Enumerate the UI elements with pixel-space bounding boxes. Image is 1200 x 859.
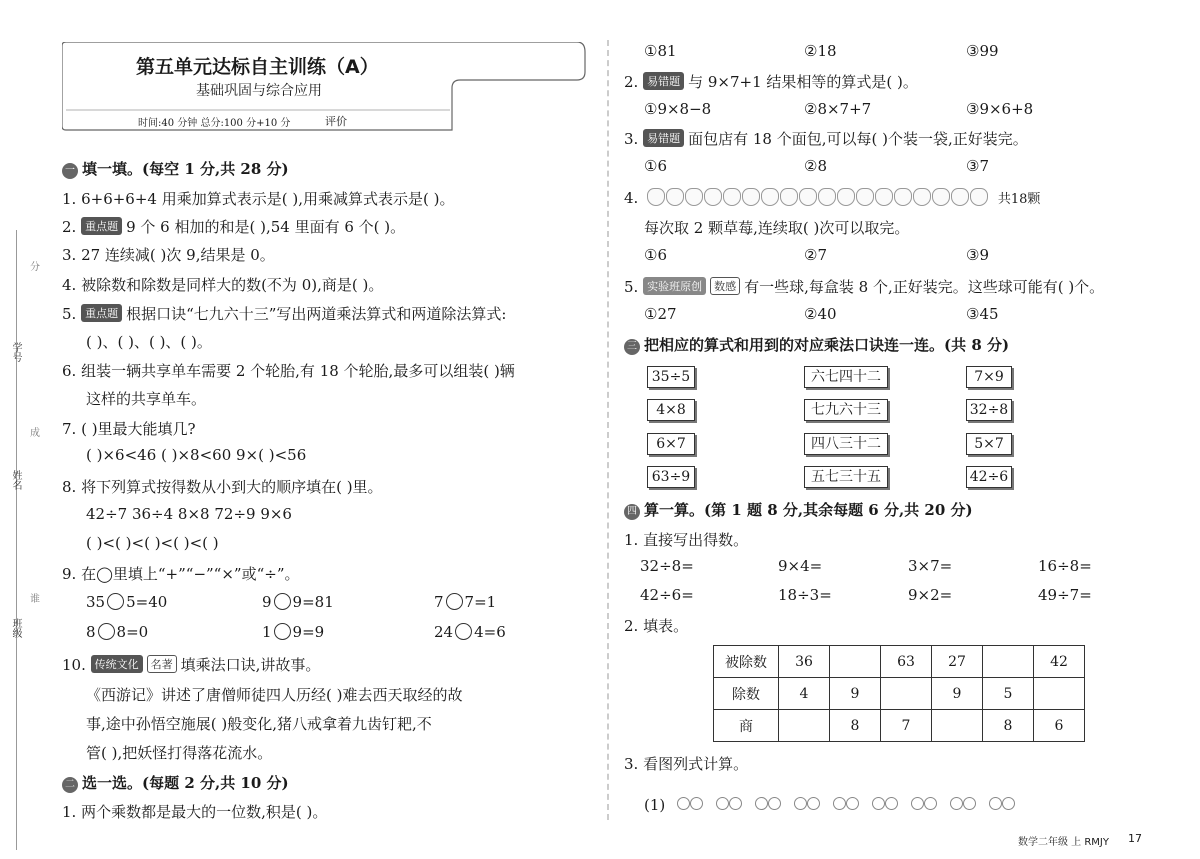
strawberry-icon <box>932 188 950 206</box>
calc-2-3: 9×2= <box>908 586 953 604</box>
s1-q9-item5: 1 9=9 <box>262 623 325 641</box>
table-cell[interactable] <box>881 678 932 710</box>
tag-number-sense: 数感 <box>710 277 740 295</box>
s1-q6-cont: 这样的共享单车。 <box>86 390 207 408</box>
s1-q5 <box>62 303 507 324</box>
page-number: 17 <box>1128 832 1142 845</box>
s1-q10-line1: 《西游记》讲述了唐僧师徒四人历经( )难去西天取经的故 <box>86 686 463 704</box>
s4-q3: 3. 看图列式计算。 <box>624 755 749 773</box>
match-middle-1[interactable]: 六七四十二 <box>804 366 888 388</box>
match-middle-4[interactable]: 五七三十五 <box>804 466 888 488</box>
table-cell[interactable] <box>779 710 830 742</box>
strawberry-icon <box>818 188 836 206</box>
table-cell: 27 <box>932 646 983 678</box>
s1-q9-item3: 7 7=1 <box>434 593 497 611</box>
cherry-icon <box>752 782 784 810</box>
match-middle-3[interactable]: 四八三十二 <box>804 433 888 455</box>
s1-q9: 9. 在◯里填上“+”“−”“×”或“÷”。 <box>62 565 300 583</box>
table-cell: 4 <box>779 678 830 710</box>
fill-table <box>713 645 1085 742</box>
side-label-3: 成 <box>30 428 40 439</box>
calc-2-1: 42÷6= <box>640 586 694 604</box>
table-cell: 63 <box>881 646 932 678</box>
s1-q10 <box>62 654 320 675</box>
s2-q4-opt2[interactable]: ②7 <box>804 246 827 264</box>
operator-circle[interactable] <box>98 623 115 640</box>
calc-1-3: 3×7= <box>908 557 953 575</box>
s1-q9-item4: 8 8=0 <box>86 623 149 641</box>
table-cell[interactable] <box>1034 678 1085 710</box>
calc-2-2: 18÷3= <box>778 586 832 604</box>
s1-q9-item6: 24 4=6 <box>434 623 506 641</box>
tag-famous-book: 名著 <box>147 655 177 673</box>
s1-q8-exprs: 42÷7 36÷4 8×8 72÷9 9×6 <box>86 505 292 523</box>
tag-key-question-2: 重点题 <box>81 304 122 322</box>
header-score-label: 评价 <box>325 115 347 128</box>
calc-1-1: 32÷8= <box>640 557 694 575</box>
s1-q2 <box>62 216 405 237</box>
operator-circle[interactable] <box>274 593 291 610</box>
strawberry-icon <box>761 188 779 206</box>
cherry-icon <box>947 782 979 810</box>
strawberry-icon <box>894 188 912 206</box>
match-right-4[interactable]: 42÷6 <box>966 466 1012 488</box>
s4-q1: 1. 直接写出得数。 <box>624 531 749 549</box>
match-left-4[interactable]: 63÷9 <box>647 466 695 488</box>
operator-circle[interactable] <box>107 593 124 610</box>
strawberry-icon <box>970 188 988 206</box>
section4-heading <box>624 499 973 520</box>
s2-q2-opt2[interactable]: ②8×7+7 <box>804 100 872 118</box>
table-cell[interactable] <box>983 646 1034 678</box>
match-right-2[interactable]: 32÷8 <box>966 399 1012 421</box>
s1-q8-blanks: ( )<( )<( )<( )<( ) <box>86 534 219 552</box>
s2-q4-opt1[interactable]: ①6 <box>644 246 667 264</box>
side-label-name: 姓名 <box>10 470 21 490</box>
section3-badge: 三 <box>624 339 640 355</box>
table-cell: 9 <box>932 678 983 710</box>
s1-q9-item2: 9 9=81 <box>262 593 334 611</box>
strawberry-icon <box>799 188 817 206</box>
s1-q1: 1. 6+6+6+4 用乘加算式表示是( ),用乘减算式表示是( )。 <box>62 190 455 208</box>
section1-heading <box>62 158 289 179</box>
section1-title: 填一填。(每空 1 分,共 28 分) <box>82 160 289 178</box>
strawberry-icon <box>837 188 855 206</box>
s2-q3-opt3[interactable]: ③7 <box>966 157 989 175</box>
cherry-icon <box>908 782 940 810</box>
section4-badge: 四 <box>624 504 640 520</box>
operator-circle[interactable] <box>274 623 291 640</box>
tag-error-prone-2: 易错题 <box>643 129 684 147</box>
side-label-class: 班级 <box>10 618 21 638</box>
strawberry-icon <box>951 188 969 206</box>
strawberry-icon <box>704 188 722 206</box>
s2-q1-opt3[interactable]: ③99 <box>966 42 999 60</box>
s1-q8: 8. 将下列算式按得数从小到大的顺序填在( )里。 <box>62 478 383 496</box>
s1-q7: 7. ( )里最大能填几? <box>62 420 196 438</box>
table-cell[interactable] <box>830 646 881 678</box>
header-meta: 时间:40 分钟 总分:100 分+10 分 <box>138 118 291 129</box>
s1-q5-blanks: ( )、( )、( )、( )。 <box>86 333 212 351</box>
strawberry-icon <box>666 188 684 206</box>
table-header-cell: 除数 <box>714 678 779 710</box>
table-cell: 7 <box>881 710 932 742</box>
strawberry-icon <box>723 188 741 206</box>
tag-original: 实验班原创 <box>643 277 706 295</box>
cherry-icon <box>986 782 1018 810</box>
s1-q6: 6. 组装一辆共享单车需要 2 个轮胎,有 18 个轮胎,最多可以组装( )辆 <box>62 362 515 380</box>
side-label-student-id: 学号 <box>10 342 21 362</box>
table-cell: 8 <box>830 710 881 742</box>
strawberry-icon <box>742 188 760 206</box>
section4-title: 算一算。(第 1 题 8 分,其余每题 6 分,共 20 分) <box>644 501 973 519</box>
table-header-cell: 被除数 <box>714 646 779 678</box>
s2-q4-total: 共18颗 <box>997 192 1041 207</box>
s1-q10-line2: 事,途中孙悟空施展( )般变化,猪八戒拿着九齿钉耙,不 <box>86 715 432 733</box>
s1-q7-items: ( )×6<46 ( )×8<60 9×( )<56 <box>86 446 307 464</box>
s2-q2: 2. 易错题 与 9×7+1 结果相等的算式是( )。 <box>624 73 918 91</box>
match-left-3[interactable]: 6×7 <box>647 433 695 455</box>
side-label-5: 谁 <box>30 594 40 605</box>
tag-key-question: 重点题 <box>81 217 122 235</box>
s2-q2-opt1[interactable]: ①9×8−8 <box>644 100 712 118</box>
s1-q10-num: 10. <box>62 656 86 674</box>
s2-q5-opt1[interactable]: ①27 <box>644 305 677 323</box>
cherry-row <box>674 796 1025 814</box>
s2-q4: 4. 共18颗 <box>624 189 1041 207</box>
s1-q4: 4. 被除数和除数是同样大的数(不为 0),商是( )。 <box>62 276 384 294</box>
table-cell[interactable] <box>932 710 983 742</box>
s2-q2-opt3[interactable]: ③9×6+8 <box>966 100 1034 118</box>
match-right-1[interactable]: 7×9 <box>966 366 1012 388</box>
s2-q1-opt1[interactable]: ①81 <box>644 42 677 60</box>
table-row <box>714 678 1085 710</box>
match-left-2[interactable]: 4×8 <box>647 399 695 421</box>
cherry-icon <box>869 782 901 810</box>
strawberry-row <box>647 189 994 207</box>
s2-q4-text: 每次取 2 颗草莓,连续取( )次可以取完。 <box>644 219 910 237</box>
s2-q3-opt1[interactable]: ①6 <box>644 157 667 175</box>
table-cell: 36 <box>779 646 830 678</box>
tag-error-prone: 易错题 <box>643 72 684 90</box>
table-header-cell: 商 <box>714 710 779 742</box>
s1-q2-num: 2. <box>62 218 77 236</box>
section2-heading <box>62 772 289 793</box>
side-label-1: 分 <box>30 262 40 273</box>
table-cell: 9 <box>830 678 881 710</box>
strawberry-icon <box>875 188 893 206</box>
s1-q3: 3. 27 连续减( )次 9,结果是 0。 <box>62 246 275 264</box>
calc-1-4: 16÷8= <box>1038 557 1092 575</box>
strawberry-icon <box>913 188 931 206</box>
calc-2-4: 49÷7= <box>1038 586 1092 604</box>
footer-text: 数学二年级 上 RMJY <box>1018 837 1109 848</box>
s1-q10-text: 填乘法口诀,讲故事。 <box>180 656 321 674</box>
binding-line <box>16 230 17 850</box>
match-left-1[interactable]: 35÷5 <box>647 366 695 388</box>
cherry-icon <box>830 782 862 810</box>
s2-q5: 5. 实验班原创 数感 有一些球,每盒装 8 个,正好装完。这些球可能有( )个。 <box>624 278 1105 296</box>
s2-q4-opt3[interactable]: ③9 <box>966 246 989 264</box>
s2-q3-opt2[interactable]: ②8 <box>804 157 827 175</box>
table-row <box>714 710 1085 742</box>
s1-q5-num: 5. <box>62 305 77 323</box>
s4-q3-sub: (1) <box>644 782 1025 814</box>
s1-q2-text: 9 个 6 相加的和是( ),54 里面有 6 个( )。 <box>126 218 406 236</box>
table-row <box>714 646 1085 678</box>
strawberry-icon <box>856 188 874 206</box>
section3-heading <box>624 334 1009 355</box>
s2-q1: 1. 两个乘数都是最大的一位数,积是( )。 <box>62 803 328 821</box>
section3-title: 把相应的算式和用到的对应乘法口诀连一连。(共 8 分) <box>644 336 1010 354</box>
operator-circle[interactable] <box>455 623 472 640</box>
operator-circle[interactable] <box>446 593 463 610</box>
match-right-3[interactable]: 5×7 <box>966 433 1012 455</box>
table-cell: 6 <box>1034 710 1085 742</box>
section2-badge: 二 <box>62 777 78 793</box>
s2-q5-opt3[interactable]: ③45 <box>966 305 999 323</box>
calc-1-2: 9×4= <box>778 557 823 575</box>
cherry-icon <box>791 782 823 810</box>
cherry-icon <box>674 782 706 810</box>
center-fold <box>607 40 609 820</box>
tag-traditional-culture: 传统文化 <box>91 655 143 673</box>
strawberry-icon <box>685 188 703 206</box>
section1-badge: 一 <box>62 163 78 179</box>
strawberry-icon <box>780 188 798 206</box>
s1-q9-item1: 35 5=40 <box>86 593 168 611</box>
s4-q2: 2. 填表。 <box>624 617 689 635</box>
table-cell: 5 <box>983 678 1034 710</box>
table-cell: 42 <box>1034 646 1085 678</box>
s2-q5-opt2[interactable]: ②40 <box>804 305 837 323</box>
match-middle-2[interactable]: 七九六十三 <box>804 399 888 421</box>
section2-title: 选一选。(每题 2 分,共 10 分) <box>82 774 289 792</box>
s1-q10-line3: 管( ),把妖怪打得落花流水。 <box>86 744 273 762</box>
strawberry-icon <box>647 188 665 206</box>
table-cell: 8 <box>983 710 1034 742</box>
s1-q5-text: 根据口诀“七九六十三”写出两道乘法算式和两道除法算式: <box>126 305 507 323</box>
cherry-icon <box>713 782 745 810</box>
page-title: 第五单元达标自主训练（A） <box>136 56 379 78</box>
s2-q3: 3. 易错题 面包店有 18 个面包,可以每( )个装一袋,正好装完。 <box>624 130 1028 148</box>
page-subtitle: 基础巩固与综合应用 <box>196 83 322 99</box>
s2-q1-opt2[interactable]: ②18 <box>804 42 837 60</box>
